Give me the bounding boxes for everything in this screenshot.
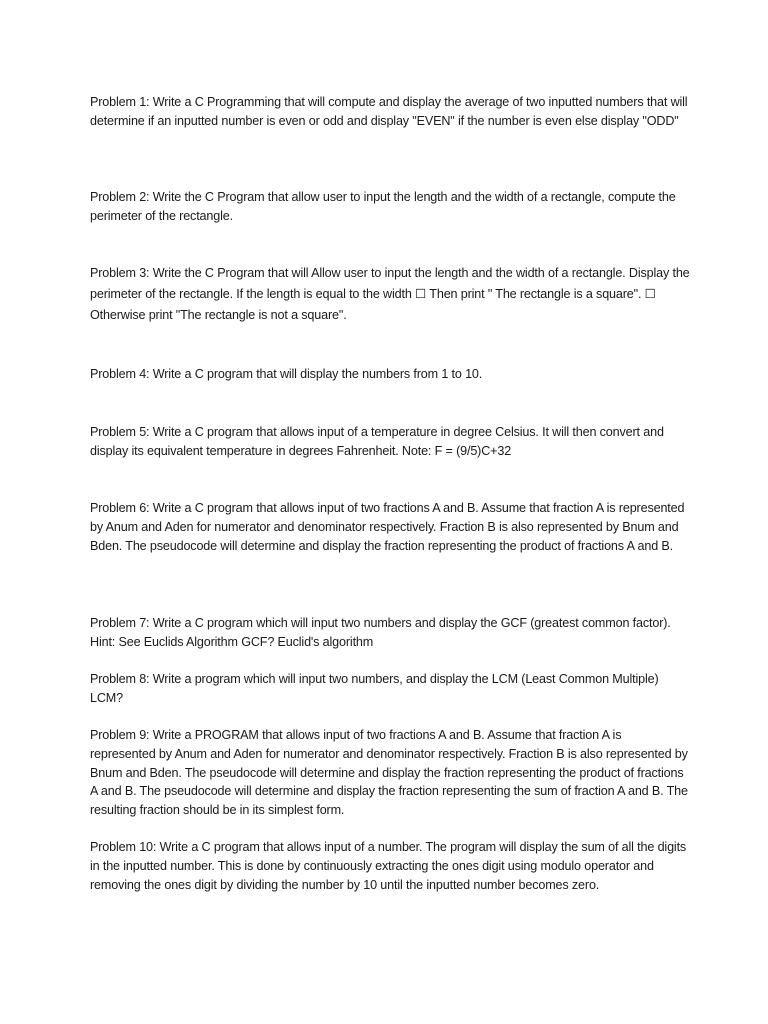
problem-3-text: Problem 3: Write the C Program that will Allow user to input the length and the width of a rectangle. Display the perimeter of the rectangle. If the length is equal to the width ☐ Then print " The rectangle is a square". ☐ Otherwise print "The rectangle is not a square". — [90, 266, 690, 322]
problem-8-text: Problem 8: Write a program which will input two numbers, and display the LCM (Least Common Multiple) LCM? — [90, 672, 659, 705]
problem-9-text: Problem 9: Write a PROGRAM that allows input of two fractions A and B. Assume that fraction A is represented by Anum and Aden for numerator and denominator respectively. Fraction B is also represented by Bnum and Bden. The pseudocode will determine and display the fraction representing the product of fractions A and B. The pseudocode will determine and display the fraction representing the sum of fraction A and B. The resulting fraction should be in its simplest form. — [90, 728, 688, 818]
problem-5-text: Problem 5: Write a C program that allows input of a temperature in degree Celsius. It will then convert and display its equivalent temperature in degrees Fahrenheit. Note: F = (9/5)C+32 — [90, 425, 664, 458]
problem-1-text: Problem 1: Write a C Programming that will compute and display the average of two inputted numbers that will determine if an inputted number is even or odd and display "EVEN" if the number is even else display "ODD" — [90, 95, 688, 128]
problem-4-text: Problem 4: Write a C program that will display the numbers from 1 to 10. — [90, 367, 483, 381]
problem-10-text: Problem 10: Write a C program that allows input of a number. The program will display the sum of all the digits in the inputted number. This is done by continuously extracting the ones digit using modulo operator and removing the ones digit by dividing the number by 10 until the inputted number becomes zero. — [90, 840, 687, 892]
problem-7-text: Problem 7: Write a C program which will input two numbers and display the GCF (greatest common factor). Hint: See Euclids Algorithm GCF? Euclid's algorithm — [90, 616, 671, 649]
problem-2-text: Problem 2: Write the C Program that allow user to input the length and the width of a rectangle, compute the perimeter of the rectangle. — [90, 190, 676, 223]
problem-6-text: Problem 6: Write a C program that allows input of two fractions A and B. Assume that fraction A is represented by Anum and Aden for numerator and denominator respectively. Fraction B is also represented by Bnum and Bden. The pseudocode will determine and display the fraction representing the product of fractions A and B. — [90, 501, 685, 553]
